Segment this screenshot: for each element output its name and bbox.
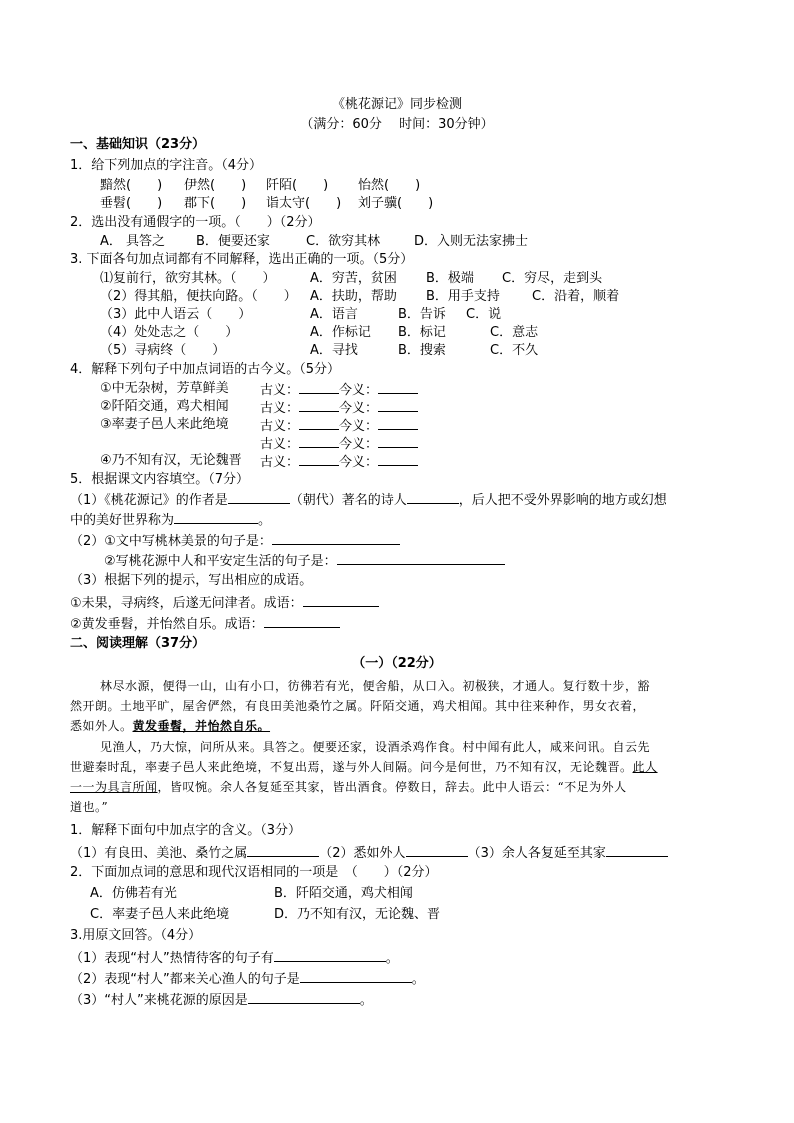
- passage-line: 林尽水源，便得一山，山有小口，彷彿若有光，便舍船，从口入。初极狭，才通人。复行数十步，豁: [100, 679, 651, 693]
- passage-line: 然开朗。土地平旷，屋舍俨然，有良田美池桑竹之属。阡陌交通，鸡犬相闻。其中往来种作，男女衣着，: [70, 699, 646, 713]
- answer-blank[interactable]: [303, 593, 379, 607]
- q5-line: （1）《桃花源记》的作者是 （朝代）著名的诗人 ，后人把不受外界影响的地方或幻想: [70, 490, 667, 508]
- q1-item: 诣太守( ): [266, 196, 342, 211]
- q4-answer-row: 古义： 今义：: [260, 452, 418, 470]
- q3-item: （2）得其船，便扶向路。（ ）: [100, 289, 297, 304]
- q3-option: C．沿着，顺着: [532, 289, 620, 304]
- answer-blank[interactable]: [406, 843, 468, 857]
- answer-blank[interactable]: [228, 490, 290, 504]
- q4-sentence: ③率妻子邑人来此绝境: [100, 417, 229, 432]
- q4-answer-row: 古义： 今义：: [260, 416, 418, 434]
- passage-line: 道也。”: [70, 800, 109, 814]
- q3-option: B．用手支持: [426, 289, 500, 304]
- passage-line: 悉如外人。黄发垂髫，并怡然自乐。: [70, 719, 271, 733]
- q5-stem: 5．根据课文内容填空。（7分）: [70, 472, 250, 487]
- answer-blank[interactable]: [299, 434, 339, 448]
- q1-item: 怡然( ): [358, 178, 421, 193]
- q3-option: B．搜索: [398, 343, 446, 358]
- q3-option: C．不久: [490, 343, 539, 358]
- answer-blank[interactable]: [378, 380, 418, 394]
- r-q1-stem: 1．解释下面句中加点字的含义。（3分）: [70, 823, 302, 838]
- q5-line: ①未果，寻病终，后遂无问津者。成语：: [70, 593, 379, 611]
- answer-blank[interactable]: [407, 490, 459, 504]
- answer-blank[interactable]: [606, 843, 668, 857]
- q1-item: 黯然( ): [100, 178, 163, 193]
- answer-blank[interactable]: [299, 416, 339, 430]
- r-q3-stem: 3.用原文回答。（4分）: [70, 928, 202, 943]
- reading-part-title: （一）（22分）: [352, 656, 442, 671]
- q3-item: ⑴复前行，欲穷其林。（ ）: [100, 271, 276, 286]
- r-q2-option: B．阡陌交通，鸡犬相闻: [274, 886, 413, 901]
- answer-blank[interactable]: [247, 843, 319, 857]
- q5-line: （3）根据下列的提示，写出相应的成语。: [70, 573, 313, 588]
- answer-blank[interactable]: [299, 380, 339, 394]
- q3-option: A．作标记: [310, 325, 371, 340]
- q1-item: 郡下( ): [184, 196, 247, 211]
- r-q2-stem: 2．下面加点词的意思和现代汉语相同的一项是 （ ）（2分）: [70, 865, 438, 880]
- answer-blank[interactable]: [299, 452, 339, 466]
- section-1-heading: 一、基础知识（23分）: [70, 137, 206, 152]
- r-q2-option: A．仿佛若有光: [90, 886, 177, 901]
- answer-blank[interactable]: [300, 969, 412, 983]
- q5-line: ②写桃花源中人和平安定生活的句子是：: [104, 551, 505, 569]
- q3-option: A．扶助，帮助: [310, 289, 397, 304]
- answer-blank[interactable]: [174, 510, 258, 524]
- q3-stem: 3. 下面各句加点词都有不同解释，选出正确的一项。（5分）: [70, 252, 414, 267]
- q3-item: （3）此中人语云（ ）: [100, 307, 252, 322]
- r-q3-line: （3）“村人”来桃花源的原因是 。: [70, 990, 373, 1008]
- section-2-heading: 二、阅读理解（37分）: [70, 636, 206, 651]
- answer-blank[interactable]: [378, 434, 418, 448]
- q5-line: 中的美好世界称为 。: [70, 510, 271, 528]
- passage-line: 一一为具言所闻，皆叹惋。余人各复延至其家，皆出酒食。停数日，辞去。此中人语云：“不足为外人: [70, 780, 627, 794]
- answer-blank[interactable]: [299, 398, 339, 412]
- page-title: 《桃花源记》同步检测: [331, 97, 462, 112]
- q4-sentence: ④乃不知有汉，无论魏晋: [100, 453, 242, 468]
- q5-line: （2）①文中写桃林美景的句子是：: [70, 531, 400, 549]
- q3-option: A．寻找: [310, 343, 358, 358]
- q4-answer-row: 古义： 今义：: [260, 398, 418, 416]
- r-q2-option: C．率妻子邑人来此绝境: [90, 907, 230, 922]
- q2-option: D．入则无法家拂士: [414, 234, 529, 249]
- q1-item: 刘子骥( ): [358, 196, 434, 211]
- q1-item: 垂髫( ): [100, 196, 163, 211]
- q4-answer-row: 古义： 今义：: [260, 434, 418, 452]
- answer-blank[interactable]: [248, 990, 360, 1004]
- answer-blank[interactable]: [378, 398, 418, 412]
- q3-option: C．说: [466, 307, 502, 322]
- answer-blank[interactable]: [337, 551, 505, 565]
- q3-item: （5）寻病终（ ）: [100, 343, 226, 358]
- q3-option: B．告诉: [398, 307, 446, 322]
- r-q2-option: D．乃不知有汉，无论魏、晋: [274, 907, 441, 922]
- passage-line: 见渔人，乃大惊，问所从来。具答之。便要还家，设酒杀鸡作食。村中闻有此人，咸来问讯。自云先: [100, 740, 651, 754]
- r-q3-line: （2）表现“村人”都来关心渔人的句子是 。: [70, 969, 425, 987]
- q2-option: A． 具答之: [100, 234, 166, 249]
- q3-option: A．语言: [310, 307, 358, 322]
- q4-sentence: ②阡陌交通，鸡犬相闻: [100, 399, 229, 414]
- q3-option: A．穷苦，贫困: [310, 271, 397, 286]
- answer-blank[interactable]: [378, 452, 418, 466]
- q3-option: C．穷尽，走到头: [502, 271, 603, 286]
- q4-answer-row: 古义： 今义：: [260, 380, 418, 398]
- q2-stem: 2．选出没有通假字的一项。（ ）（2分）: [70, 215, 321, 230]
- page-subtitle: （满分：60分 时间：30分钟）: [300, 117, 494, 132]
- q1-item: 伊然( ): [184, 178, 247, 193]
- answer-blank[interactable]: [272, 531, 400, 545]
- q5-line: ②黄发垂髫，并怡然自乐。成语：: [70, 614, 340, 632]
- q1-item: 阡陌( ): [266, 178, 329, 193]
- answer-blank[interactable]: [264, 614, 340, 628]
- q3-option: B．标记: [398, 325, 446, 340]
- r-q1-line: （1）有良田、美池、桑竹之属 （2）悉如外人 （3）余人各复延至其家: [70, 843, 668, 861]
- passage-line: 世避秦时乱，率妻子邑人来此绝境，不复出焉，遂与外人间隔。问今是何世，乃不知有汉，无论魏晋。此人: [70, 760, 658, 774]
- answer-blank[interactable]: [378, 416, 418, 430]
- q4-sentence: ①中无杂树，芳草鲜美: [100, 381, 229, 396]
- q3-item: （4）处处志之（ ）: [100, 325, 239, 340]
- q2-option: B．便要还家: [196, 234, 270, 249]
- q3-option: C．意志: [490, 325, 539, 340]
- q1-stem: 1．给下列加点的字注音。（4分）: [70, 158, 263, 173]
- q2-option: C．欲穷其林: [306, 234, 381, 249]
- answer-blank[interactable]: [274, 948, 386, 962]
- r-q3-line: （1）表现“村人”热情待客的句子有 。: [70, 948, 399, 966]
- q4-stem: 4．解释下列句子中加点词语的古今义。（5分）: [70, 362, 341, 377]
- q3-option: B．极端: [426, 271, 474, 286]
